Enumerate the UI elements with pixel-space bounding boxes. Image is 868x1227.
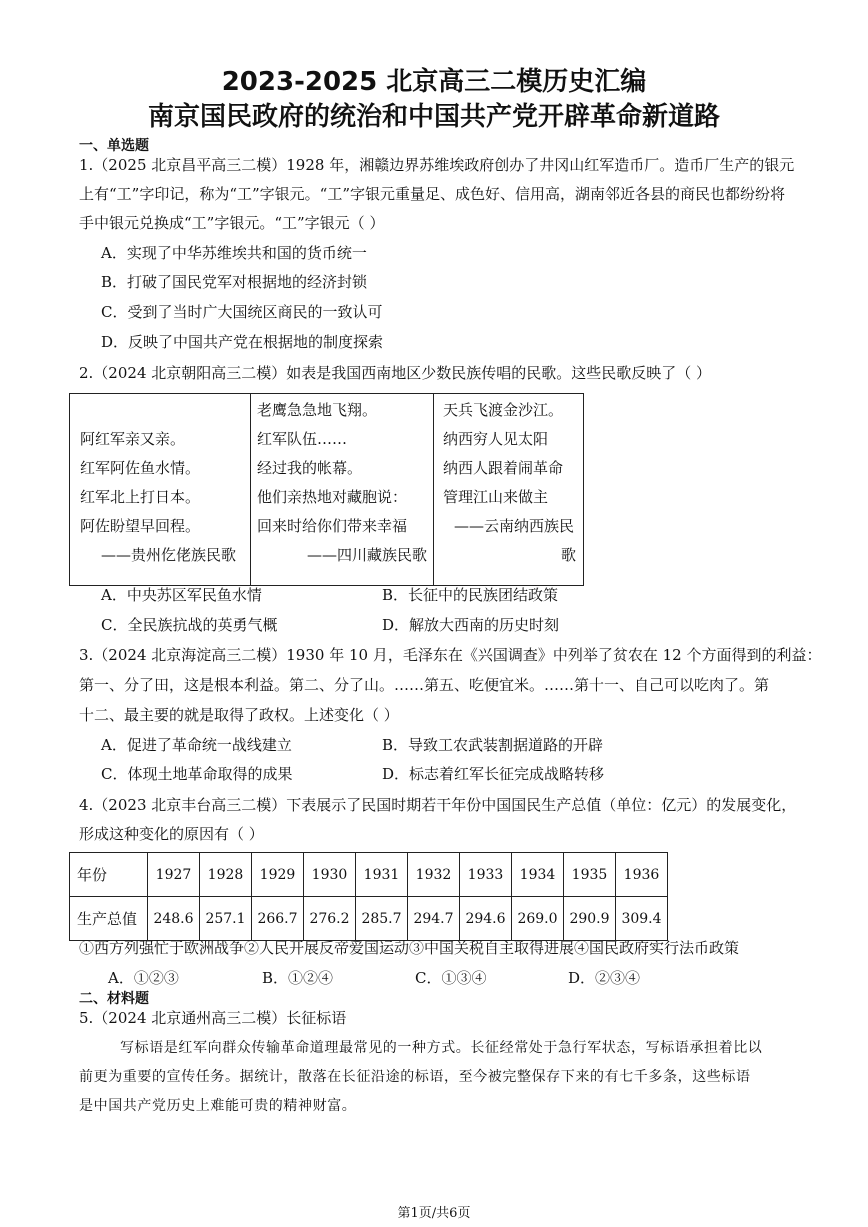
q4-stem-line: 4.（2023 北京丰台高三二模）下表展示了民国时期若干年份中国国民生产总值（单位：亿元）的发展变化， (79, 796, 797, 814)
q1-option-c[interactable]: C．受到了当时广大国统区商民的一致认可 (101, 303, 383, 321)
q3-stem-line: 3.（2024 北京海淀高三二模）1930 年 10 月，毛泽东在《兴国调查》中列举了贫农在 12 个方面得到的利益： (79, 646, 822, 664)
q5-passage-line: 是中国共产党历史上难能可贵的精神财富。 (79, 1098, 357, 1114)
table-header-year: 年份 (70, 853, 148, 897)
q5-passage-line: 前更为重要的宣传任务。据统计，散落在长征沿途的标语，至今被完整保存下来的有七千多条，这些标语 (79, 1069, 751, 1085)
table-cell-value: 294.6 (460, 897, 512, 941)
table-header-gdp: 生产总值 (70, 897, 148, 941)
q4-factors: ①西方列强忙于欧洲战争②人民开展反帝爱国运动③中国关税自主取得进展④国民政府实行法币政策 (79, 939, 740, 957)
song-line: 经过我的帐幕。 (257, 459, 363, 477)
q1-stem-line: 手中银元兑换成“工”字银元。“工”字银元（ ） (79, 214, 385, 232)
table-row-values (70, 897, 668, 941)
q1-option-a[interactable]: A．实现了中华苏维埃共和国的货币统一 (101, 244, 367, 262)
section-heading-material: 二、材料题 (79, 991, 149, 1007)
table-cell-value: 276.2 (304, 897, 356, 941)
q2-option-c[interactable]: C．全民族抗战的英勇气概 (101, 616, 278, 634)
document-title: 2023-2025 北京高三二模历史汇编 (221, 67, 647, 97)
gdp-table (69, 852, 668, 941)
q3-option-d[interactable]: D．标志着红军长征完成战略转移 (382, 765, 605, 783)
table-cell-value: 248.6 (148, 897, 200, 941)
table-cell-year: 1928 (200, 853, 252, 897)
song-line: 老鹰急急地飞翔。 (257, 401, 378, 419)
song-source-cont: 歌 (561, 546, 577, 564)
song-cell-gelao (70, 394, 251, 586)
q3-option-c[interactable]: C．体现土地革命取得的成果 (101, 765, 293, 783)
q3-stem-line: 第一、分了田，这是根本利益。第二、分了山。……第五、吃便宜米。……第十一、自己可以吃肉了。第 (79, 676, 770, 694)
table-cell-year: 1930 (304, 853, 356, 897)
q1-stem-line: 1.（2025 北京昌平高三二模）1928 年，湘赣边界苏维埃政府创办了井冈山红军造币厂。造币厂生产的银元 (79, 156, 795, 174)
q4-option-a[interactable]: A．①②③ (108, 969, 179, 987)
song-line: 回来时给你们带来幸福 (257, 517, 408, 535)
table-cell-value: 266.7 (252, 897, 304, 941)
song-line: 阿红军亲又亲。 (80, 430, 186, 448)
song-source: ——云南纳西族民 (454, 517, 575, 535)
song-line: 天兵飞渡金沙江。 (443, 401, 564, 419)
table-cell-value: 285.7 (356, 897, 408, 941)
q1-option-b[interactable]: B．打破了国民党军对根据地的经济封锁 (101, 273, 368, 291)
song-line: 纳西人跟着闹革命 (443, 459, 564, 477)
song-line: 红军队伍…… (257, 430, 348, 448)
q1-stem-line: 上有“工”字印记，称为“工”字银元。“工”字银元重量足、成色好、信用高，湖南邻近各县的商民也都纷纷将 (79, 185, 786, 203)
song-cell-naxi (434, 394, 584, 586)
table-cell-year: 1936 (616, 853, 668, 897)
section-heading-single-choice: 一、单选题 (79, 138, 149, 154)
table-cell-value: 309.4 (616, 897, 668, 941)
document-subtitle: 南京国民政府的统治和中国共产党开辟革命新道路 (147, 102, 720, 132)
table-cell-year: 1931 (356, 853, 408, 897)
table-row-years (70, 853, 668, 897)
song-source: ——四川藏族民歌 (307, 546, 428, 564)
table-cell-year: 1933 (460, 853, 512, 897)
song-line: 红军阿佐鱼水情。 (80, 459, 201, 477)
q2-option-d[interactable]: D．解放大西南的历史时刻 (382, 616, 560, 634)
song-line: 阿佐盼望早回程。 (80, 517, 201, 535)
q5-stem: 5.（2024 北京通州高三二模）长征标语 (79, 1009, 347, 1027)
q3-option-a[interactable]: A．促进了革命统一战线建立 (101, 736, 292, 754)
table-cell-year: 1927 (148, 853, 200, 897)
table-cell-year: 1935 (564, 853, 616, 897)
q5-passage-line: 写标语是红军向群众传输革命道理最常见的一种方式。长征经常处于急行军状态，写标语承担着比以 (120, 1040, 763, 1056)
song-line: 红军北上打日本。 (80, 488, 201, 506)
q2-option-b[interactable]: B．长征中的民族团结政策 (382, 586, 559, 604)
table-cell-value: 290.9 (564, 897, 616, 941)
song-cell-tibetan (251, 394, 434, 586)
q3-option-b[interactable]: B．导致工农武装割据道路的开辟 (382, 736, 604, 754)
q2-stem: 2.（2024 北京朝阳高三二模）如表是我国西南地区少数民族传唱的民歌。这些民歌反映了（ ） (79, 364, 712, 382)
q3-stem-line: 十二、最主要的就是取得了政权。上述变化（ ） (79, 706, 399, 724)
song-line: 管理江山来做主 (443, 488, 549, 506)
table-cell-value: 294.7 (408, 897, 460, 941)
q1-option-d[interactable]: D．反映了中国共产党在根据地的制度探索 (101, 333, 384, 351)
page-number: 第1页/共6页 (397, 1206, 471, 1221)
q4-option-d[interactable]: D．②③④ (568, 969, 641, 987)
table-cell-year: 1929 (252, 853, 304, 897)
song-line: 纳西穷人见太阳 (443, 430, 549, 448)
song-line: 他们亲热地对藏胞说： (257, 488, 408, 506)
q4-option-b[interactable]: B．①②④ (262, 969, 334, 987)
table-cell-year: 1934 (512, 853, 564, 897)
table-cell-value: 257.1 (200, 897, 252, 941)
folk-song-table (69, 393, 584, 586)
q4-option-c[interactable]: C．①③④ (415, 969, 487, 987)
song-source: ——贵州仡佬族民歌 (101, 546, 237, 564)
table-cell-value: 269.0 (512, 897, 564, 941)
q2-option-a[interactable]: A．中央苏区军民鱼水情 (101, 586, 262, 604)
q4-stem-line: 形成这种变化的原因有（ ） (79, 825, 264, 843)
table-cell-year: 1932 (408, 853, 460, 897)
